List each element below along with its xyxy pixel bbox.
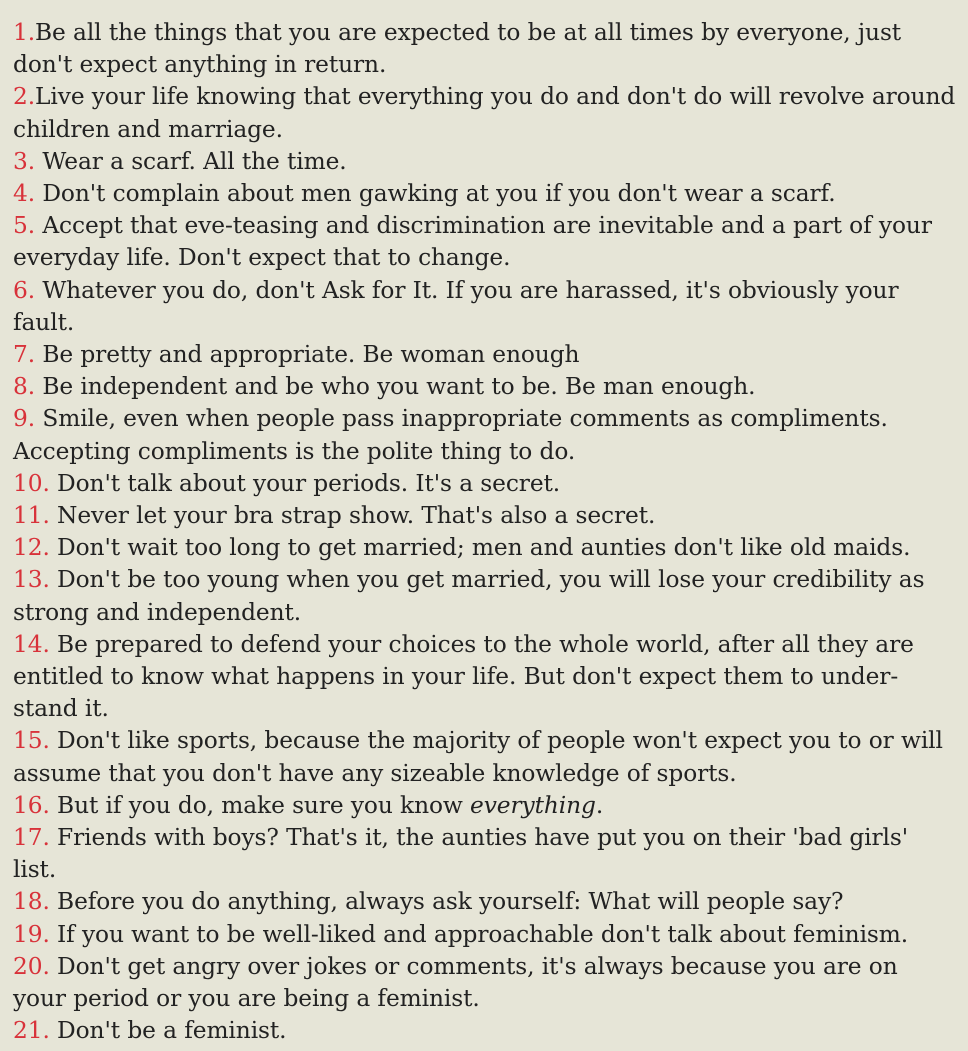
item-number: 18. [13,888,50,916]
item-text: If you want to be well-liked and approachable don't talk about feminism. [49,920,909,948]
item-number: 3. [13,147,36,175]
list-item [13,822,956,886]
item-number: 11. [13,502,50,530]
item-text: Wear a scarf. All the time. [35,147,347,175]
item-text: Don't wait too long to get married; men and aunties don't like old maids. [49,534,911,562]
item-number: 17. [13,824,50,852]
item-text: Accept that eve-teasing and discrimination are inevitable and a part of your everyday life. Don't expect that to change. [13,212,940,272]
item-text: Be all the things that you are expected to be at all times by everyone, just don't expect anything in return. [13,19,902,79]
item-text: Be pretty and appropriate. Be woman enough [35,341,580,369]
list-item [13,339,956,371]
list-item [13,371,956,403]
item-number: 10. [13,469,50,497]
list-item [13,532,956,564]
list-item [13,790,956,822]
item-number: 16. [13,791,50,819]
item-text: Don't be too young when you get married, you will lose your credibility as strong and independent. [13,566,932,626]
item-text: Live your life knowing that everything you do and don't do will revolve around children and marriage. [13,83,956,143]
list-item [13,81,956,145]
list-item [13,886,956,918]
item-number: 12. [13,534,50,562]
list-item [13,500,956,532]
list-item [13,17,956,81]
item-text: Never let your bra strap show. That's also a secret. [49,502,656,530]
item-number: 1. [13,19,36,46]
item-number: 9. [13,405,36,433]
list-item [13,178,956,210]
item-text: Don't talk about your periods. It's a secret. [49,469,561,497]
item-number: 14. [13,630,50,658]
item-number: 5. [13,212,36,240]
item-text: Before you do anything, always ask yourself: What will people say? [49,888,844,916]
list-item [13,1015,956,1047]
item-number: 8. [13,373,36,401]
list-item [13,951,956,1015]
item-number: 20. [13,952,50,980]
list-item [13,919,956,951]
item-emphasis: everything [470,791,596,819]
item-text: Don't get angry over jokes or comments, it's always because you are on your period or you are being a feminist. [13,952,905,1013]
item-number: 7. [13,341,36,369]
item-number: 15. [13,727,50,755]
list-item [13,210,956,274]
item-number: 19. [13,920,50,948]
list-item [13,468,956,500]
list-item [13,275,956,339]
list-item [13,146,956,178]
item-text: Whatever you do, don't Ask for It. If you are harassed, it's obviously your fault. [13,276,906,336]
list-item [13,403,956,467]
item-number: 13. [13,566,50,594]
item-text: But if you do, make sure you know [49,791,471,819]
rules-list [13,17,956,1048]
list-item [13,629,956,726]
item-text: Friends with boys? That's it, the aunties have put you on their 'bad girls' list. [13,824,916,884]
item-text: Don't be a feminist. [49,1017,287,1045]
item-number: 2. [13,83,36,111]
item-text: Don't complain about men gawking at you if you don't wear a scarf. [35,180,836,208]
item-number: 6. [13,276,36,304]
item-text: Don't like sports, because the majority of people won't expect you to or will assume that you don't have any sizeable knowledge of sports. [13,727,951,787]
list-item [13,564,956,628]
item-text: Smile, even when people pass inappropriate comments as compliments. Accepting compliments is the polite thing to do. [13,405,896,465]
item-tail: . [595,791,604,819]
item-number: 21. [13,1017,50,1045]
list-item [13,725,956,789]
item-number: 4. [13,180,36,208]
item-text: Be prepared to defend your choices to the whole world, after all they are entitled to know what happens in your life. But don't expect them to under-stand it. [13,630,922,723]
item-text: Be independent and be who you want to be. Be man enough. [35,373,756,401]
